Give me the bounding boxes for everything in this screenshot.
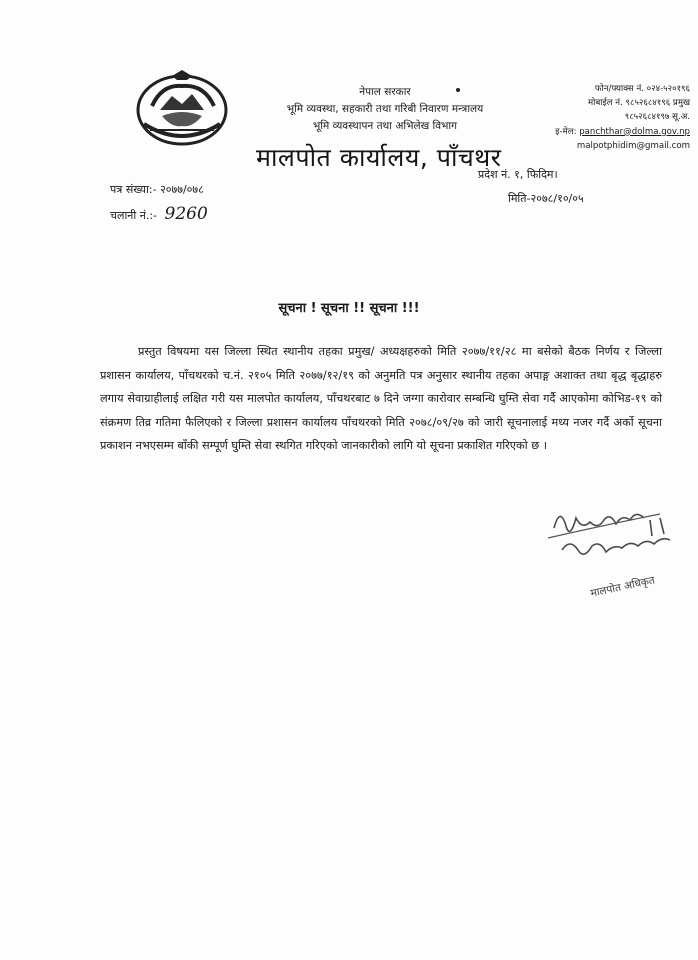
notice-body: प्रस्तुत विषयमा यस जिल्ला स्थित स्थानीय तहका प्रमुख/ अध्यक्षहरुको मिति २०७७/११/२८ मा बसेको बैठक निर्णय र जिल्ला प्रशासन कार्यालय, पाँचथरको च.नं. २१०५ मिति २०७७/१२/१९ को अनुमति पत्र अनुसार स्थानीय तहका अपाङ्ग अशाक्त तथा बृद्ध बृद्धाहरु लगाय सेवाग्राहीलाई लक्षित गरी यस मालपोत कार्यालय, पाँचथरबाट ७ दिने जग्गा कारोवार सम्बन्धि घुम्ति सेवा गर्दै आएकोमा कोभिड-१९ को संक्रमण तिव्र गतिमा फैलिएको र जिल्ला प्रशासन कार्यालय पाँचथरको मिति २०७८/०९/२७ को जारी सूचनालाई मध्य नजर गर्दै अर्को सूचना प्रकाशन नभएसम्म बाँकी सम्पूर्ण घुम्ति सेवा स्थगित गरिएको जानकारीको लागि यो सूचना प्रकाशित गरिएको छ ।	[100, 345, 662, 452]
email-link[interactable]: panchthar@dolma.gov.np	[579, 126, 690, 137]
notice-heading: सूचना ! सूचना !! सूचना !!!	[278, 301, 420, 316]
letter-number: पत्र संख्या:- २०७७/०७८	[110, 183, 204, 196]
email-label: इ-मेल:	[555, 126, 577, 137]
phone-line: फोन/फ्याक्स नं. ०२४-५२०१९६	[594, 84, 690, 94]
mobile-line-1: मोबाईल नं. ९८५२६८४१९६ प्रमुख	[588, 98, 690, 109]
dispatch-row	[110, 202, 208, 228]
email-line	[510, 125, 690, 139]
contact-block	[510, 82, 690, 153]
mobile-line-2: ९८५२६८४१९७ सू.अ.	[624, 112, 690, 123]
department-name: भूमि व्यवस्थापन तथा अभिलेख विभाग	[312, 120, 458, 132]
nepal-emblem-icon	[132, 66, 232, 148]
gov-name: नेपाल सरकार	[359, 86, 411, 98]
signatory-stamp: मालपोत अधिकृत	[589, 574, 656, 600]
dispatch-number: 9260	[164, 204, 208, 224]
letter-meta-left	[110, 178, 208, 228]
dispatch-label: चलानी नं.:-	[110, 209, 158, 222]
letterhead-center	[240, 84, 530, 135]
email-line-2[interactable]: malpotphidim@gmail.com	[576, 140, 690, 151]
office-title: मालपोत कार्यालय, पाँचथर	[256, 143, 502, 172]
province-line: प्रदेश नं. १, फिदिम।	[478, 168, 558, 181]
letter-meta-right	[478, 163, 584, 211]
letter-date: मिति-२०७८/१०/०५	[508, 192, 584, 205]
ministry-name: भूमि व्यवस्था, सहकारी तथा गरिबी निवारण मन्त्रालय	[286, 103, 484, 115]
